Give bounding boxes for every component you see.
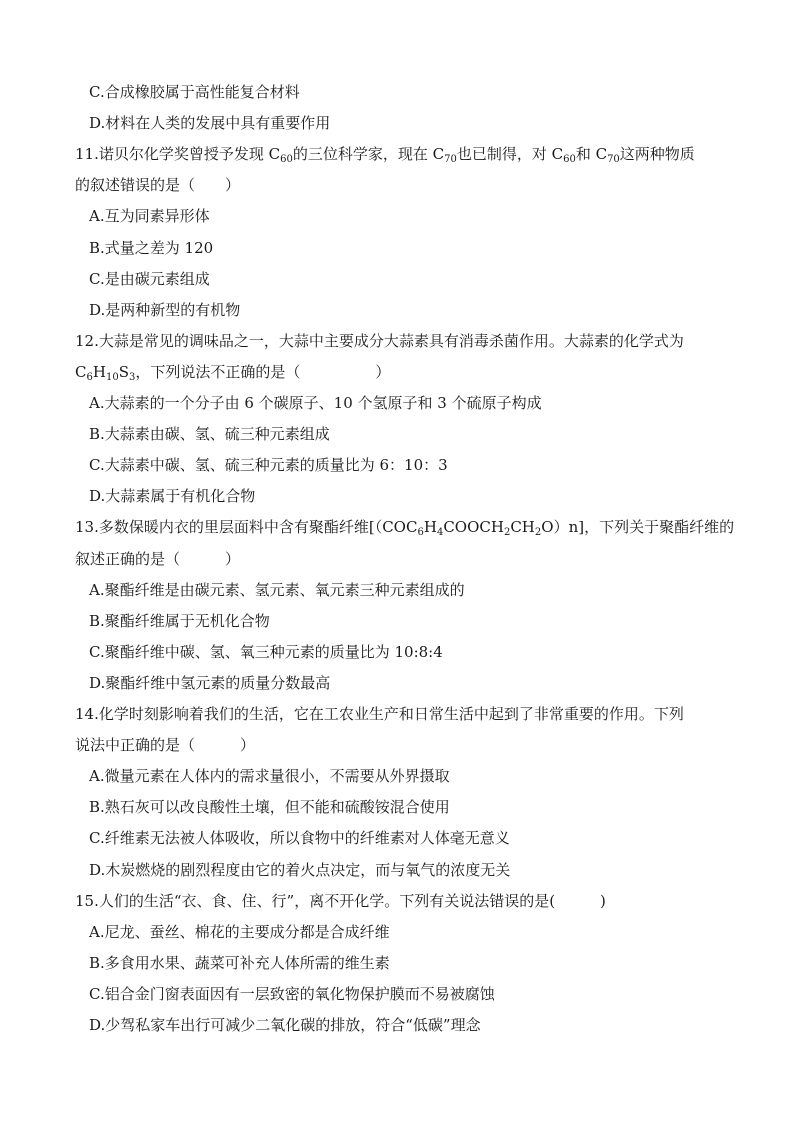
question-line: 14.化学时刻影响着我们的生活，它在工农业生产和日常生活中起到了非常重要的作用。下列 <box>75 705 684 723</box>
option-line: A.尼龙、蚕丝、棉花的主要成分都是合成纤维 <box>89 922 390 941</box>
text-run: 和 C <box>575 145 608 164</box>
option-line: B.大蒜素由碳、氢、硫三种元素组成 <box>89 425 330 444</box>
subscript: 70 <box>444 154 457 166</box>
option-line: C.是由碳元素组成 <box>89 269 210 288</box>
option-line: D.是两种新型的有机物 <box>89 300 241 319</box>
option-line: D.大蒜素属于有机化合物 <box>89 487 256 506</box>
subscript: 2 <box>503 527 511 539</box>
option-line: A.大蒜素的一个分子由 6 个碳原子、10 个氢原子和 3 个硫原子构成 <box>89 394 542 412</box>
option-line: A.互为同素异形体 <box>89 207 210 226</box>
subscript: 60 <box>280 154 293 166</box>
text-run: COOCH <box>443 518 504 537</box>
question-line <box>75 144 695 164</box>
text-run: 的三位科学家，现在 C <box>292 145 445 164</box>
option-line: C.聚酯纤维中碳、氢、氧三种元素的质量比为 10:8:4 <box>89 642 443 661</box>
question-line: 15.人们的生活“衣、食、住、行”，离不开化学。下列有关说法错误的是( ) <box>75 891 606 910</box>
option-line: D.聚酯纤维中氢元素的质量分数最高 <box>89 673 331 692</box>
option-line: D.木炭燃烧的剧烈程度由它的着火点决定，而与氧气的浓度无关 <box>89 860 511 879</box>
option-line: D.少驾私家车出行可减少二氧化碳的排放，符合“低碳”理念 <box>89 1016 481 1034</box>
option-line: A.聚酯纤维是由碳元素、氢元素、氧元素三种元素组成的 <box>89 580 465 599</box>
text-run: 11.诺贝尔化学奖曾授予发现 C <box>75 145 281 164</box>
text-run: O）n]，下列关于聚酯纤维的 <box>541 518 735 537</box>
text-run: 13.多数保暖内衣的里层面料中含有聚酯纤维[（COC <box>75 518 418 537</box>
subscript: 10 <box>105 371 119 383</box>
subscript: 4 <box>436 527 444 539</box>
subscript: 6 <box>417 527 424 539</box>
subscript: 70 <box>607 154 620 166</box>
subscript: 3 <box>128 371 136 383</box>
subscript: 60 <box>563 154 576 166</box>
text-run: C <box>75 362 87 381</box>
question-line: 12.大蒜是常见的调味品之一，大蒜中主要成分大蒜素具有消毒杀菌作用。大蒜素的化学式为 <box>75 331 684 350</box>
text-run: CH <box>510 518 535 537</box>
subscript: 6 <box>86 371 93 383</box>
option-line: A.微量元素在人体内的需求量很小，不需要从外界摄取 <box>89 767 450 786</box>
text-run: H <box>92 362 106 381</box>
option-line: B.聚酯纤维属于无机化合物 <box>89 611 270 630</box>
option-line: B.式量之差为 120 <box>89 238 214 257</box>
subscript: 2 <box>534 527 542 539</box>
text-run: S <box>118 362 129 381</box>
question-line: 的叙述错误的是（ ） <box>75 176 241 195</box>
option-line: B.多食用水果、蔬菜可补充人体所需的维生素 <box>89 953 390 972</box>
text-run: H <box>423 518 437 537</box>
question-line <box>75 517 734 537</box>
option-line: C.大蒜素中碳、氢、硫三种元素的质量比为 6：10：3 <box>89 456 448 475</box>
text-run: 这两种物质 <box>619 145 695 164</box>
text-run: 也已制得，对 C <box>456 145 564 164</box>
option-line: D.材料在人类的发展中具有重要作用 <box>89 114 331 133</box>
text-run: ，下列说法不正确的是（ ） <box>135 362 391 381</box>
option-line: B.熟石灰可以改良酸性土壤，但不能和硫酸铵混合使用 <box>89 798 450 817</box>
question-line: 说法中正确的是（ ） <box>75 736 256 755</box>
question-line <box>75 362 390 382</box>
option-line: C.铝合金门窗表面因有一层致密的氧化物保护膜而不易被腐蚀 <box>89 984 495 1003</box>
option-line: C.纤维素无法被人体吸收，所以食物中的纤维素对人体毫无意义 <box>89 829 510 848</box>
option-line: C.合成橡胶属于高性能复合材料 <box>89 83 300 101</box>
question-line: 叙述正确的是（ ） <box>75 549 241 568</box>
